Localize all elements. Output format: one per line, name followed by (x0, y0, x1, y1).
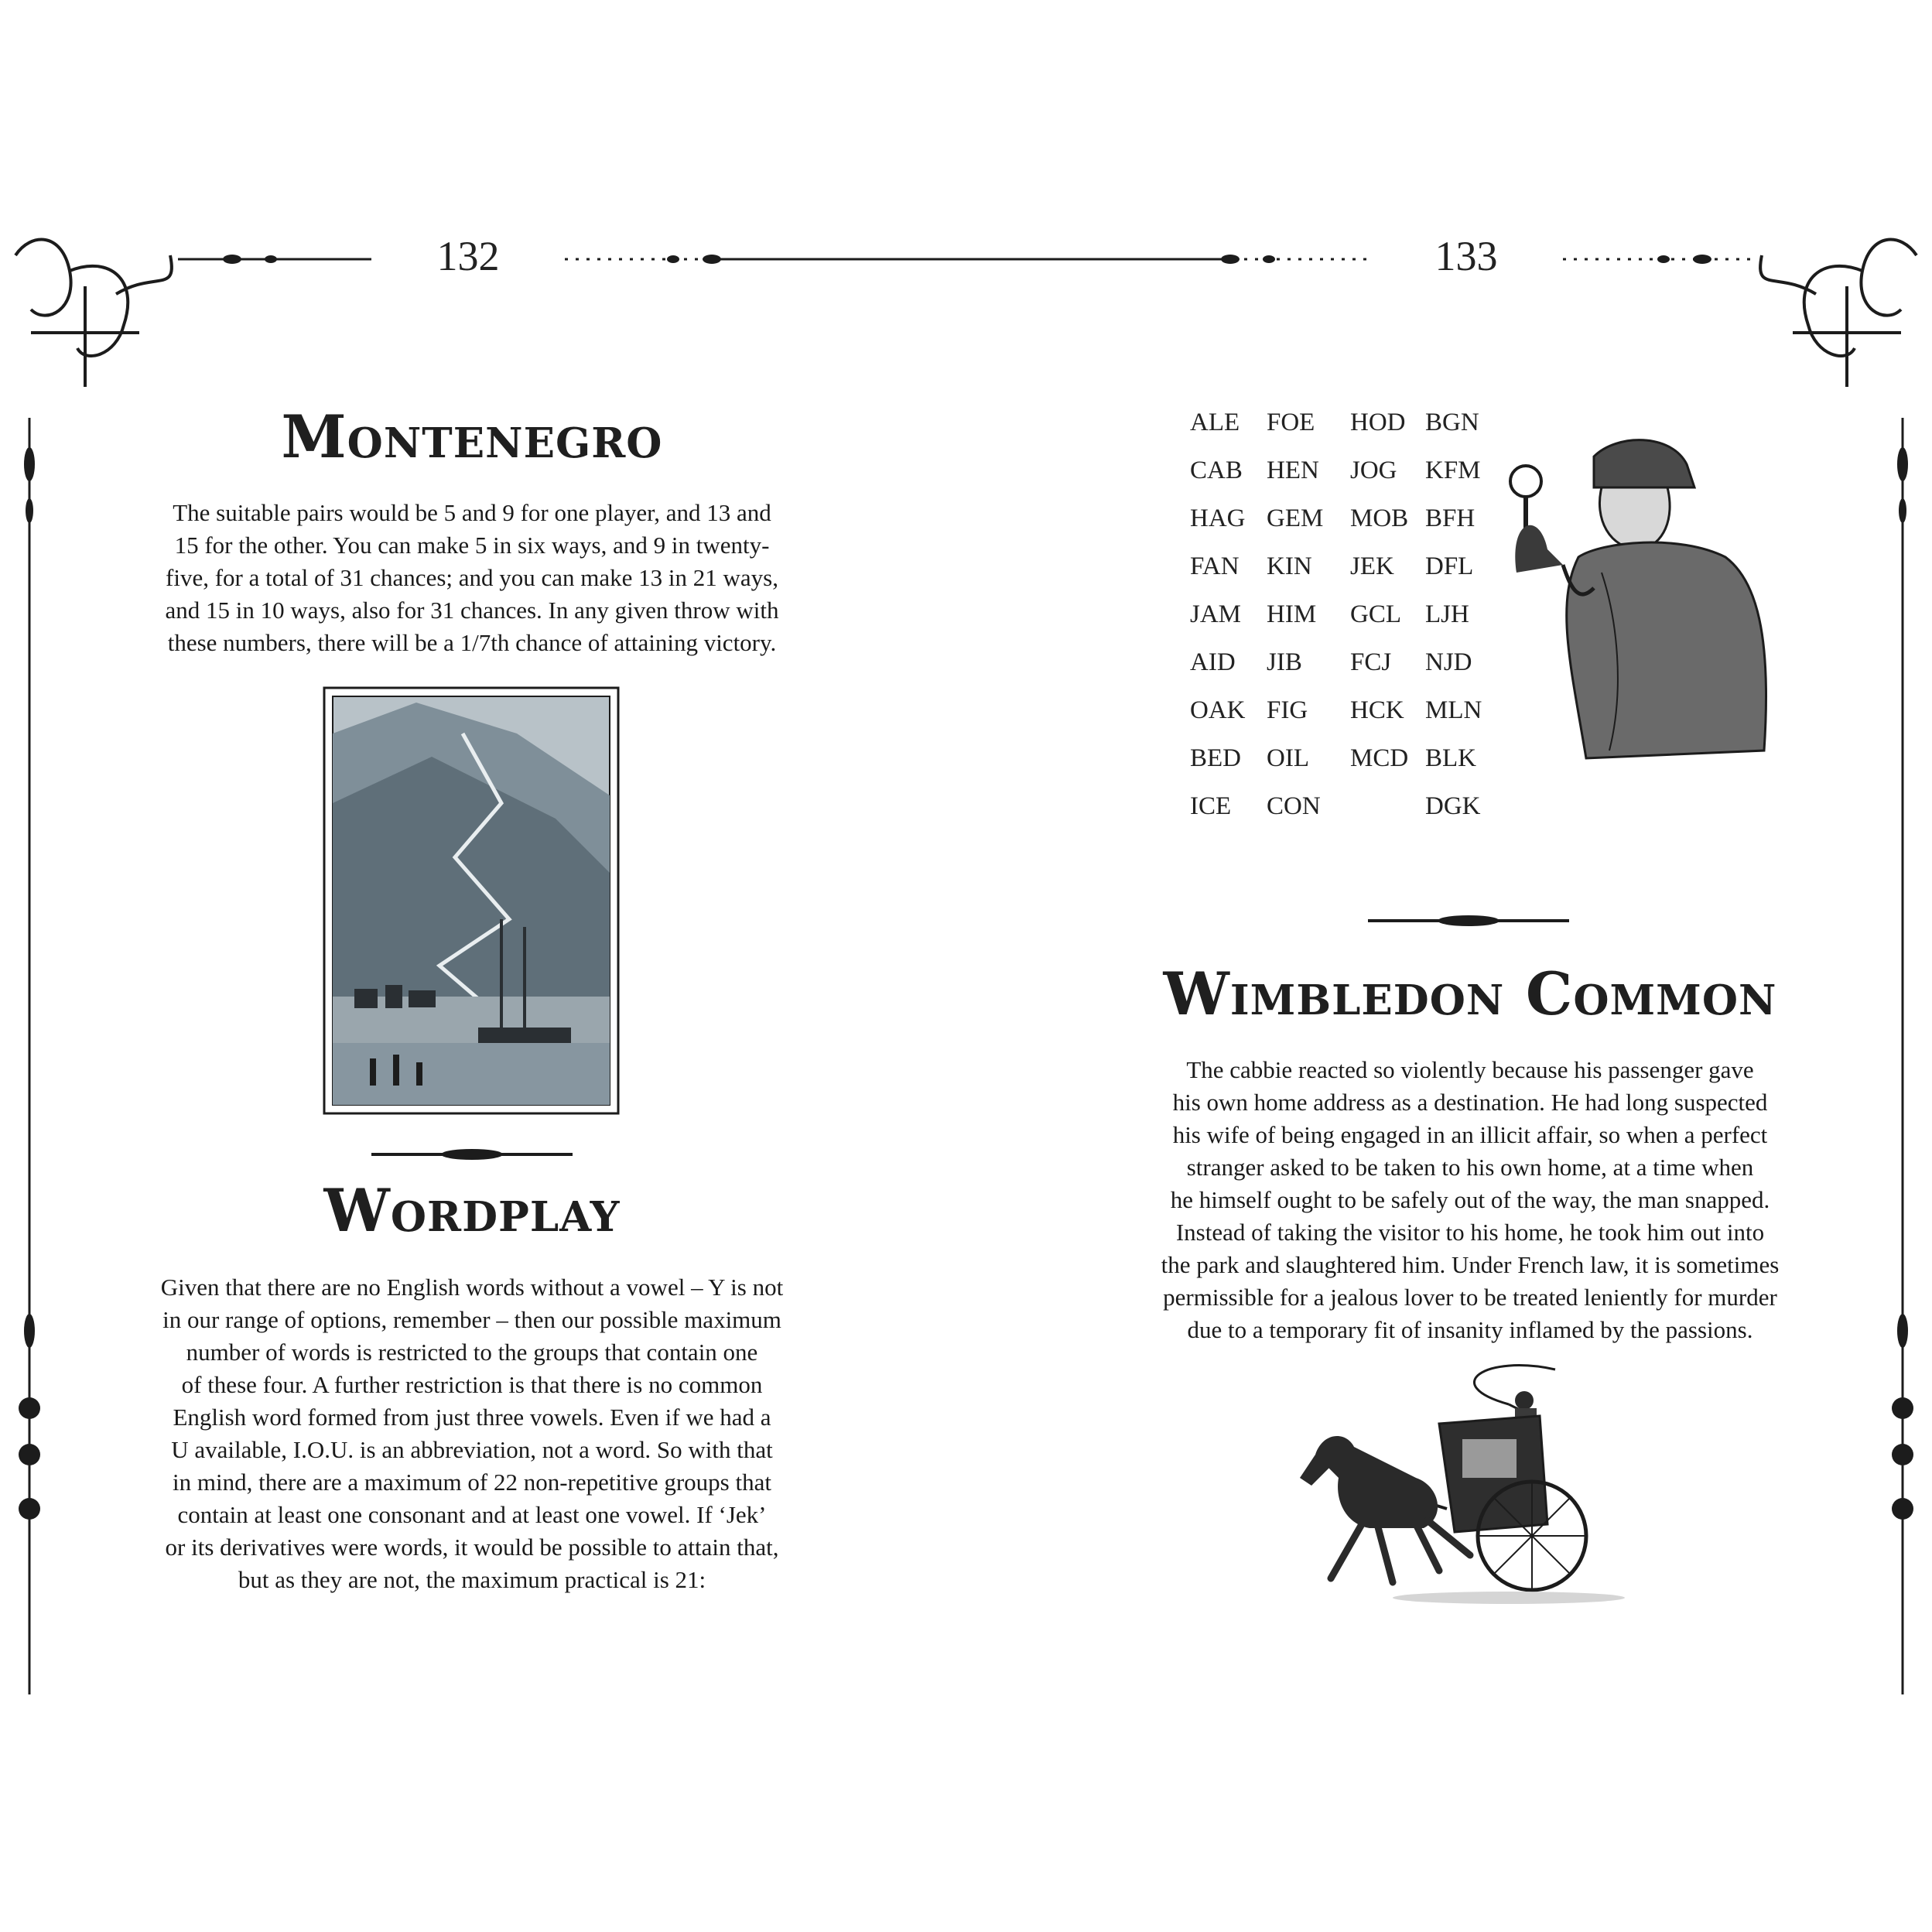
word-item: HAG (1190, 504, 1246, 532)
word-item: JIB (1267, 648, 1302, 676)
wimbledon-line: due to a temporary fit of insanity inflamed by the passions. (1187, 1316, 1753, 1343)
word-item: GEM (1267, 504, 1324, 532)
word-column-3 (1350, 398, 1408, 830)
word-item: HCK (1350, 696, 1404, 724)
wordplay-line: Given that there are no English words without a vowel – Y is not (160, 1274, 784, 1301)
wordplay-title: Wordplay (323, 1176, 621, 1245)
word-item: LJH (1425, 600, 1469, 628)
montenegro-line: The suitable pairs would be 5 and 9 for one player, and 13 and (173, 499, 771, 526)
wimbledon-line: his own home address as a destination. He had long suspected (1172, 1089, 1768, 1116)
wordplay-line: or its derivatives were words, it would be possible to attain that, (165, 1534, 779, 1561)
word-item: HOD (1350, 409, 1406, 436)
montenegro-line: 15 for the other. You can make 5 in six ways, and 9 in twenty- (174, 532, 770, 559)
wordplay-line: in our range of options, remember – then our possible maximum (162, 1306, 781, 1333)
word-item: OAK (1190, 696, 1246, 724)
wimbledon-line: permissible for a jealous lover to be treated leniently for murder (1163, 1284, 1777, 1311)
word-item: FAN (1190, 552, 1240, 580)
wimbledon-body (1099, 1054, 1841, 1346)
word-column-4 (1425, 398, 1482, 830)
word-item: NJD (1425, 648, 1472, 676)
word-item: GCL (1350, 600, 1401, 628)
word-item: AID (1190, 648, 1236, 676)
hansom-cab-illustration (1300, 1362, 1671, 1609)
word-item: FCJ (1350, 648, 1392, 676)
wimbledon-line: Instead of taking the visitor to his home, he took him out into (1175, 1219, 1765, 1246)
wimbledon-line: he himself ought to be safely out of the way, the man snapped. (1170, 1186, 1770, 1213)
wimbledon-line: his wife of being engaged in an illicit affair, so when a perfect (1172, 1121, 1768, 1148)
wimbledon-line: stranger asked to be taken to his own home, at a time when (1186, 1154, 1754, 1181)
word-item: KIN (1267, 552, 1312, 580)
wordplay-line: U available, I.O.U. is an abbreviation, not a word. So with that (171, 1436, 773, 1463)
word-item (1350, 782, 1408, 830)
word-item: HIM (1267, 600, 1317, 628)
wordplay-line: English word formed from just three vowels. Even if we had a (173, 1404, 771, 1431)
word-item: JOG (1350, 456, 1397, 484)
wimbledon-line: the park and slaughtered him. Under French law, it is sometimes (1161, 1251, 1780, 1278)
word-item: CAB (1190, 456, 1243, 484)
word-item: FIG (1267, 696, 1308, 724)
wordplay-line: of these four. A further restriction is that there is no common (181, 1371, 763, 1398)
montenegro-engraving (323, 687, 619, 1114)
word-item: JAM (1190, 600, 1242, 628)
section-divider (371, 1147, 573, 1162)
montenegro-title: Montenegro (281, 402, 663, 471)
word-item: MOB (1350, 504, 1409, 532)
word-item: DFL (1425, 552, 1474, 580)
wordplay-line: contain at least one consonant and at least one vowel. If ‘Jek’ (177, 1501, 767, 1528)
wordplay-body (116, 1271, 828, 1596)
montenegro-body (116, 497, 828, 659)
wimbledon-title: Wimbledon Common (1163, 959, 1777, 1028)
word-item: MCD (1350, 744, 1409, 772)
word-column-1 (1190, 398, 1246, 830)
word-item: ALE (1190, 409, 1240, 436)
page-number-right: 133 (1434, 233, 1498, 279)
wordplay-line: number of words is restricted to the groups that contain one (186, 1339, 758, 1366)
wordplay-line: in mind, there are a maximum of 22 non-repetitive groups that (173, 1469, 771, 1496)
word-item: HEN (1267, 456, 1319, 484)
section-divider (1368, 913, 1569, 928)
word-item: CON (1267, 792, 1321, 820)
word-item: JEK (1350, 552, 1394, 580)
montenegro-line: these numbers, there will be a 1/7th chance of attaining victory. (167, 629, 777, 656)
detective-illustration (1509, 433, 1772, 758)
word-item: MLN (1425, 696, 1482, 724)
word-item: BFH (1425, 504, 1476, 532)
montenegro-line: five, for a total of 31 chances; and you can make 13 in 21 ways, (166, 564, 778, 591)
word-item: BED (1190, 744, 1241, 772)
word-item: BGN (1425, 409, 1479, 436)
wordplay-line: but as they are not, the maximum practical is 21: (238, 1566, 706, 1593)
word-item: FOE (1267, 409, 1315, 436)
word-column-2 (1267, 398, 1323, 830)
wimbledon-line: The cabbie reacted so violently because his passenger gave (1186, 1056, 1754, 1083)
word-item: KFM (1425, 456, 1481, 484)
word-item: OIL (1267, 744, 1309, 772)
word-item: DGK (1425, 792, 1481, 820)
word-item: BLK (1425, 744, 1476, 772)
word-item: ICE (1190, 792, 1232, 820)
page-number-left: 132 (436, 233, 500, 279)
montenegro-line: and 15 in 10 ways, also for 31 chances. In any given throw with (165, 597, 779, 624)
